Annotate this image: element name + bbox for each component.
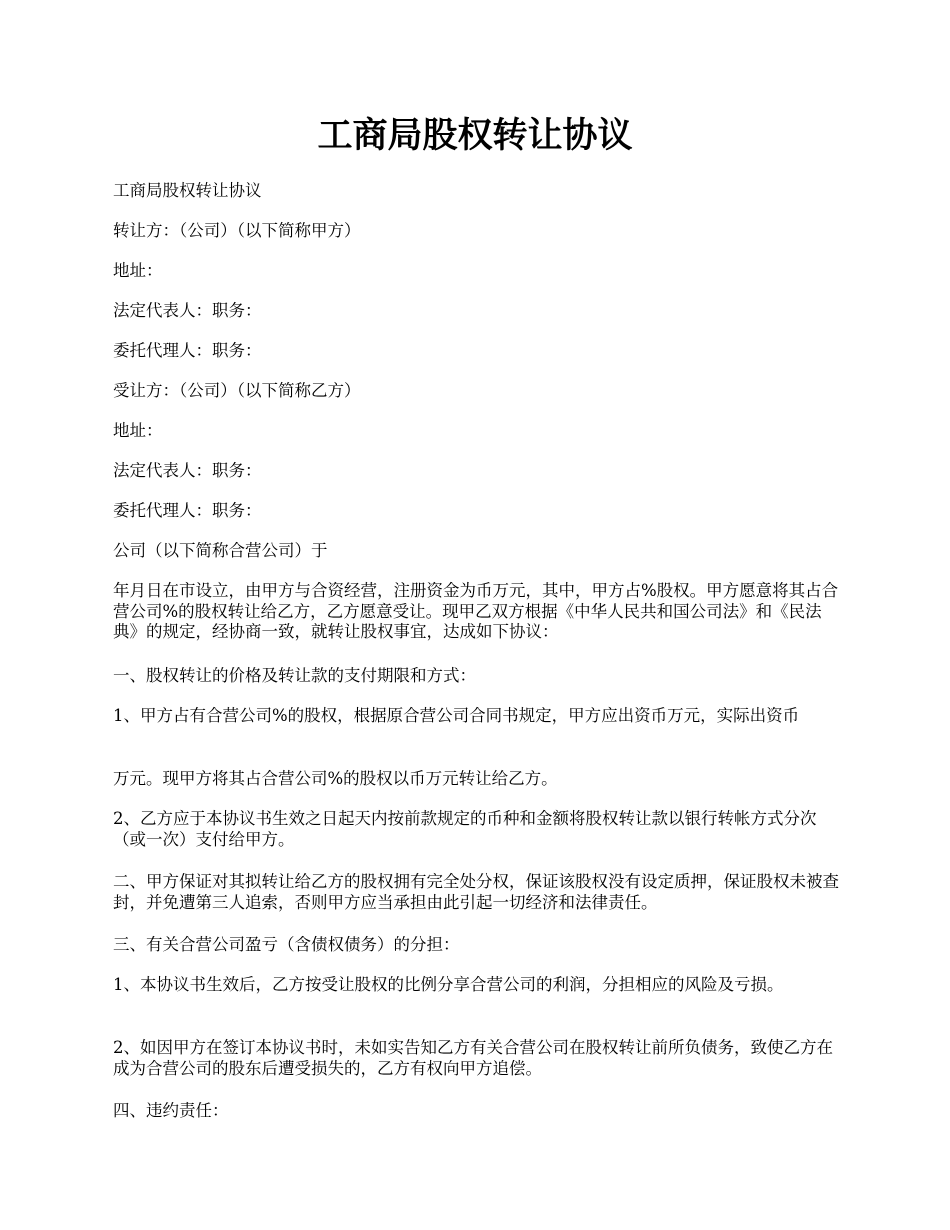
paragraph-background: 年月日在市设立，由甲方与合资经营，注册资金为币万元，其中，甲方占%股权。甲方愿意将其占合营公司%的股权转让给乙方，乙方愿意受让。现甲乙双方根据《中华人民共和国公司法》和《民法典》的规定，经协商一致，就转让股权事宜，达成如下协议：	[113, 581, 839, 641]
paragraph-section-2: 二、甲方保证对其拟转让给乙方的股权拥有完全处分权，保证该股权没有设定质押，保证股权未被查封，并免遭第三人追索，否则甲方应当承担由此引起一切经济和法律责任。	[113, 872, 839, 912]
paragraph-section-4-heading: 四、违约责任：	[113, 1101, 229, 1120]
paragraph-transferee: 受让方：（公司）（以下简称乙方）	[113, 381, 361, 400]
paragraph-transferee-address: 地址：	[113, 421, 163, 440]
page-title: 工商局股权转让协议	[317, 115, 633, 156]
paragraph-section-1-heading: 一、股权转让的价格及转让款的支付期限和方式：	[113, 666, 476, 685]
paragraph-transferor-address: 地址：	[113, 261, 163, 280]
paragraph-subtitle: 工商局股权转让协议	[113, 181, 262, 200]
paragraph-transferor-agent: 委托代理人：职务：	[113, 341, 262, 360]
paragraph-section-3-item-1: 1、本协议书生效后，乙方按受让股权的比例分享合营公司的利润，分担相应的风险及亏损。	[113, 975, 784, 994]
paragraph-section-1-item-1: 1、甲方占有合营公司%的股权，根据原合营公司合同书规定，甲方应出资币万元，实际出资币	[113, 706, 800, 725]
paragraph-section-1-item-2: 2、乙方应于本协议书生效之日起天内按前款规定的币种和金额将股权转让款以银行转帐方式分次（或一次）支付给甲方。	[113, 809, 817, 849]
paragraph-section-1-item-1-cont: 万元。现甲方将其占合营公司%的股权以币万元转让给乙方。	[113, 769, 558, 788]
paragraph-section-3-heading: 三、有关合营公司盈亏（含债权债务）的分担：	[113, 935, 460, 954]
paragraph-transferor: 转让方：（公司）（以下简称甲方）	[113, 221, 361, 240]
paragraph-company-intro: 公司（以下简称合营公司）于	[113, 541, 328, 560]
paragraph-transferee-agent: 委托代理人：职务：	[113, 501, 262, 520]
paragraph-transferee-legal-rep: 法定代表人：职务：	[113, 461, 262, 480]
paragraph-section-3-item-2: 2、如因甲方在签订本协议书时，未如实告知乙方有关合营公司在股权转让前所负债务，致使乙方在成为合营公司的股东后遭受损失的，乙方有权向甲方追偿。	[113, 1038, 833, 1078]
paragraph-transferor-legal-rep: 法定代表人：职务：	[113, 301, 262, 320]
